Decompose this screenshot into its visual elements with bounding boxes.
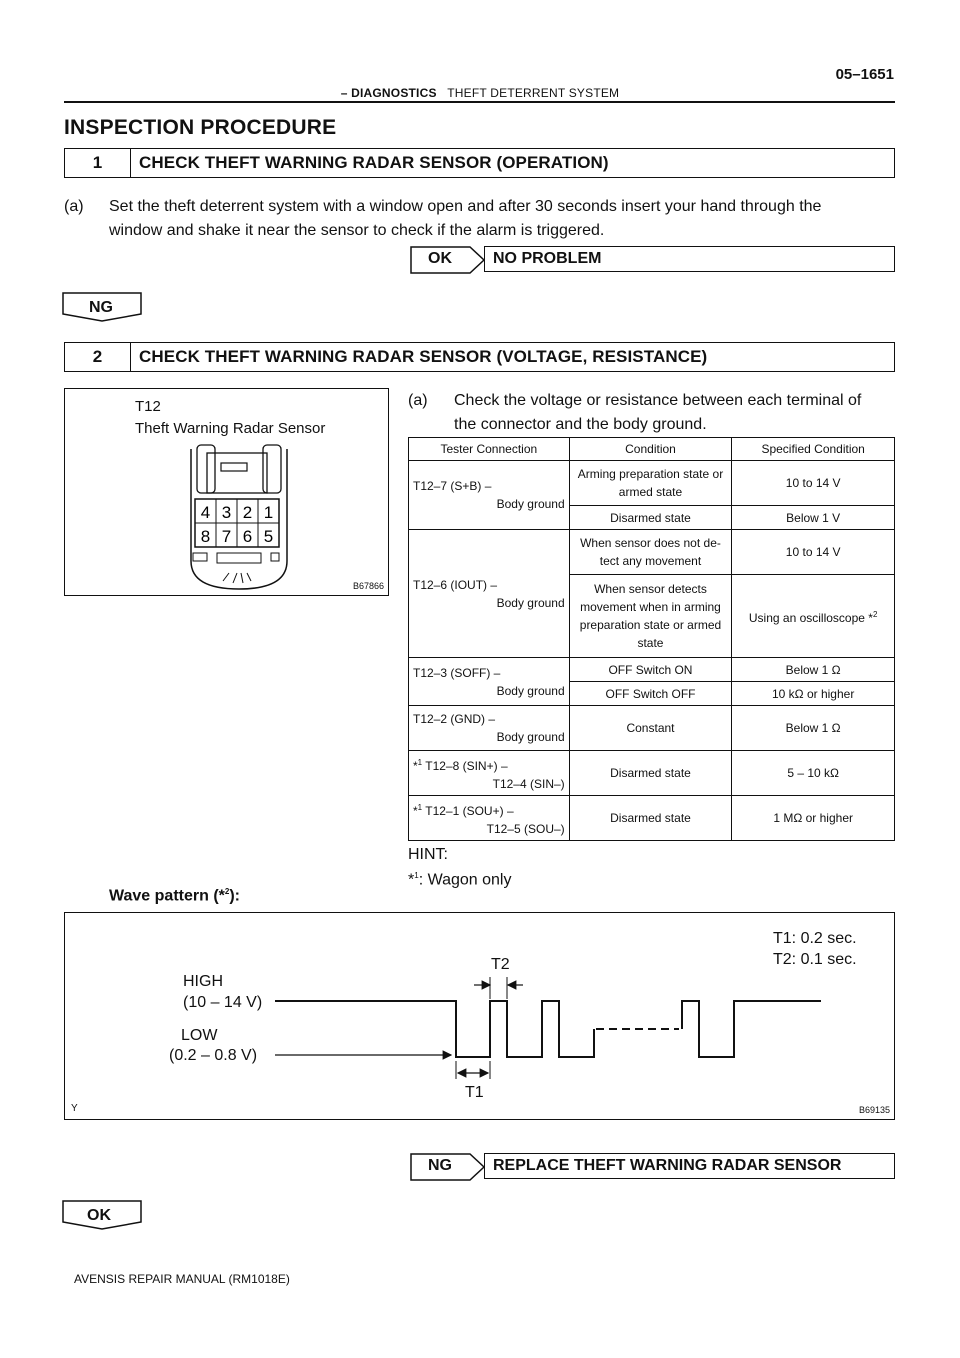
- spec-cell: 10 to 14 V: [732, 461, 895, 506]
- step-1-number: 1: [65, 149, 131, 177]
- t1-label: T1: [465, 1084, 484, 1101]
- connector-id: T12: [135, 398, 161, 415]
- condition-cell: OFF Switch ON: [569, 658, 732, 682]
- conn-t12-6: T12–6 (IOUT) – Body ground: [409, 530, 570, 658]
- conn-t12-7: T12–7 (S+B) – Body ground: [409, 461, 570, 530]
- step-1-instruction-line1: Set the theft deterrent system with a window open and after 30 seconds insert your hand through the: [109, 198, 822, 215]
- spec-table: [408, 437, 895, 841]
- pin-label-5: 5: [263, 527, 274, 546]
- pin-label-2: 2: [242, 503, 253, 522]
- wave-figure-code: B69135: [858, 1105, 890, 1115]
- low-label: LOW: [181, 1027, 218, 1044]
- header-section: – DIAGNOSTICS: [340, 86, 437, 100]
- step-2-number: 2: [65, 343, 131, 371]
- spec-cell: 1 MΩ or higher: [732, 796, 895, 841]
- connector-figure: [64, 388, 389, 596]
- footer-manual-title: AVENSIS REPAIR MANUAL (RM1018E): [74, 1272, 290, 1286]
- step-1-title: CHECK THEFT WARNING RADAR SENSOR (OPERATION): [139, 153, 609, 172]
- header-tester-connection: Tester Connection: [409, 438, 570, 461]
- condition-cell: Disarmed state: [569, 796, 732, 841]
- conn-t12-2: T12–2 (GND) – Body ground: [409, 706, 570, 751]
- pin-label-6: 6: [242, 527, 253, 546]
- high-label: HIGH: [183, 973, 223, 990]
- condition-cell: Disarmed state: [569, 506, 732, 530]
- step-2-ok-label: OK: [87, 1207, 111, 1224]
- wave-pattern-figure: [64, 912, 895, 1120]
- low-range: (0.2 – 0.8 V): [169, 1047, 258, 1064]
- pin-label-8: 8: [200, 527, 211, 546]
- conn-t12-3: T12–3 (SOFF) – Body ground: [409, 658, 570, 706]
- wave-corner-mark: Y: [71, 1103, 78, 1114]
- spec-cell: 5 – 10 kΩ: [732, 751, 895, 796]
- condition-cell: When sensor does not de- tect any movement: [569, 530, 732, 575]
- condition-cell: Constant: [569, 706, 732, 751]
- step-1-ok-result: NO PROBLEM: [484, 246, 895, 272]
- header-subsection: THEFT DETERRENT SYSTEM: [447, 86, 620, 100]
- spec-table-header: [409, 438, 895, 461]
- conn-t12-1: *$^1$ T12–1 (SOU+) – T12–5 (SOU–): [409, 796, 570, 841]
- pin-label-1: 1: [263, 503, 274, 522]
- spec-cell: Using an oscilloscope *$^2$: [732, 575, 895, 658]
- step-1-instruction-line2: window and shake it near the sensor to check if the alarm is triggered.: [109, 222, 605, 239]
- condition-cell: Arming preparation state or armed state: [569, 461, 732, 506]
- header-rule: [64, 101, 895, 103]
- spec-cell: Below 1 Ω: [732, 658, 895, 682]
- spec-cell: Below 1 Ω: [732, 706, 895, 751]
- table-row: [409, 530, 895, 575]
- spec-cell: 10 to 14 V: [732, 530, 895, 575]
- table-row: [409, 658, 895, 682]
- page-number: 05–1651: [835, 66, 894, 83]
- t2-label: T2: [491, 956, 510, 973]
- spec-cell: Below 1 V: [732, 506, 895, 530]
- table-row: [409, 706, 895, 751]
- t1-spec: T1: 0.2 sec.: [773, 930, 857, 947]
- page-title: INSPECTION PROCEDURE: [64, 116, 337, 139]
- step-2-instruction-line2: the connector and the body ground.: [454, 416, 707, 433]
- running-header: [0, 86, 960, 100]
- step-2-instruction: [454, 389, 904, 437]
- pin-label-3: 3: [221, 503, 232, 522]
- connector-name: Theft Warning Radar Sensor: [135, 420, 326, 437]
- conn-t12-8: *$^1$ T12–8 (SIN+) – T12–4 (SIN–): [409, 751, 570, 796]
- step-2-title: CHECK THEFT WARNING RADAR SENSOR (VOLTAGE, RESISTANCE): [139, 347, 708, 366]
- pin-label-4: 4: [200, 503, 211, 522]
- wave-pattern-title: Wave pattern (*$^2$):: [109, 887, 240, 905]
- step-1-ng-label: NG: [89, 299, 113, 316]
- condition-cell: OFF Switch OFF: [569, 682, 732, 706]
- step-2-instruction-line1: Check the voltage or resistance between each terminal of: [454, 392, 862, 409]
- step-1-marker: (a): [64, 198, 84, 215]
- t2-spec: T2: 0.1 sec.: [773, 951, 857, 968]
- header-condition: Condition: [569, 438, 732, 461]
- table-row: [409, 751, 895, 796]
- wave-diagram: [65, 913, 893, 1118]
- pin-label-7: 7: [221, 527, 232, 546]
- step-2-ng-result: REPLACE THEFT WARNING RADAR SENSOR: [484, 1153, 895, 1179]
- high-range: (10 – 14 V): [183, 994, 263, 1011]
- table-row: [409, 796, 895, 841]
- condition-cell: When sensor detects movement when in arming preparation state or armed state: [569, 575, 732, 658]
- step-2-marker: (a): [408, 392, 428, 409]
- step-1-instruction: [109, 195, 899, 243]
- table-row: [409, 461, 895, 506]
- step-2-bar: [64, 342, 895, 372]
- condition-cell: Disarmed state: [569, 751, 732, 796]
- hint-text: *$^1$: Wagon only: [408, 871, 512, 889]
- hint-title: HINT:: [408, 846, 448, 863]
- step-2-ng-label: NG: [428, 1157, 452, 1174]
- connector-drawing: [183, 441, 295, 593]
- step-1-bar: [64, 148, 895, 178]
- spec-cell: 10 kΩ or higher: [732, 682, 895, 706]
- connector-figure-code: B67866: [352, 581, 384, 591]
- step-1-ok-label: OK: [428, 250, 452, 267]
- header-specified-condition: Specified Condition: [732, 438, 895, 461]
